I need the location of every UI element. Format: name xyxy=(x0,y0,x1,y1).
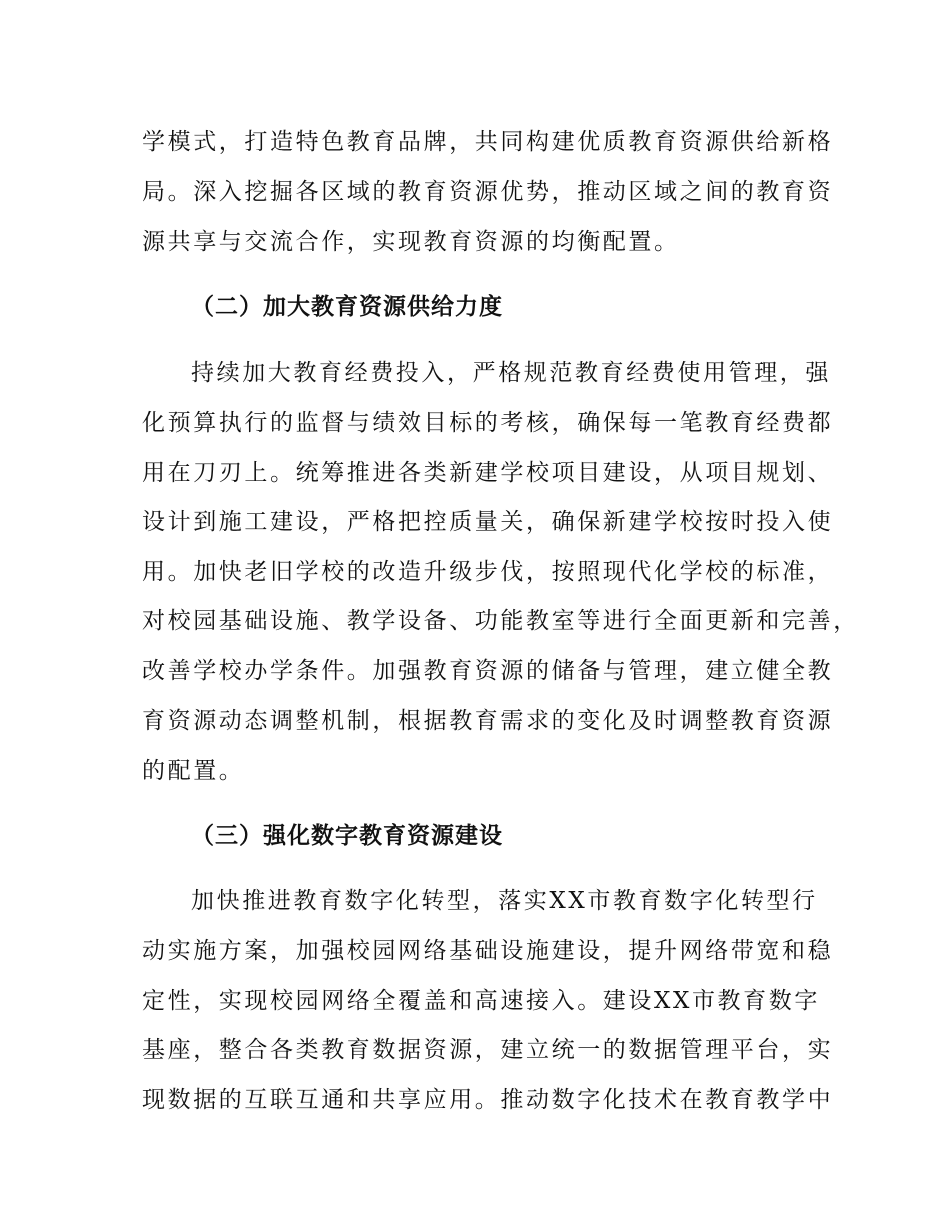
paragraph-line: 定性，实现校园网络全覆盖和高速接入。建设XX市教育数字 xyxy=(142,988,820,1014)
paragraph-line: 源共享与交流合作，实现教育资源的均衡配置。 xyxy=(142,229,680,255)
paragraph-line: 动实施方案，加强校园网络基础设施建设，提升网络带宽和稳 xyxy=(142,938,834,964)
section-heading-2: （二）加大教育资源供给力度 xyxy=(191,294,503,320)
paragraph-line: 对校园基础设施、教学设备、功能教室等进行全面更新和完善， xyxy=(142,608,859,634)
paragraph-line: 持续加大教育经费投入，严格规范教育经费使用管理，强 xyxy=(191,360,831,386)
paragraph-line: 加快推进教育数字化转型，落实XX市教育数字化转型行 xyxy=(191,888,818,914)
paragraph-line: 设计到施工建设，严格把控质量关，确保新建学校按时投入使 xyxy=(142,509,834,535)
paragraph-line: 用。加快老旧学校的改造升级步伐，按照现代化学校的标准， xyxy=(142,559,834,585)
section-heading-3: （三）强化数字教育资源建设 xyxy=(191,823,503,849)
paragraph-line: 改善学校办学条件。加强教育资源的储备与管理，建立健全教 xyxy=(142,658,834,684)
paragraph-line: 的配置。 xyxy=(142,758,245,784)
paragraph-line: 基座，整合各类教育数据资源，建立统一的数据管理平台，实 xyxy=(142,1037,834,1063)
paragraph-line: 育资源动态调整机制，根据教育需求的变化及时调整教育资源 xyxy=(142,708,834,734)
paragraph-line: 局。深入挖掘各区域的教育资源优势，推动区域之间的教育资 xyxy=(142,179,834,205)
paragraph-line: 用在刀刃上。统筹推进各类新建学校项目建设，从项目规划、 xyxy=(142,460,834,486)
paragraph-line: 现数据的互联互通和共享应用。推动数字化技术在教育教学中 xyxy=(142,1087,834,1113)
paragraph-line: 化预算执行的监督与绩效目标的考核，确保每一笔教育经费都 xyxy=(142,410,834,436)
paragraph-line: 学模式，打造特色教育品牌，共同构建优质教育资源供给新格 xyxy=(142,129,834,155)
